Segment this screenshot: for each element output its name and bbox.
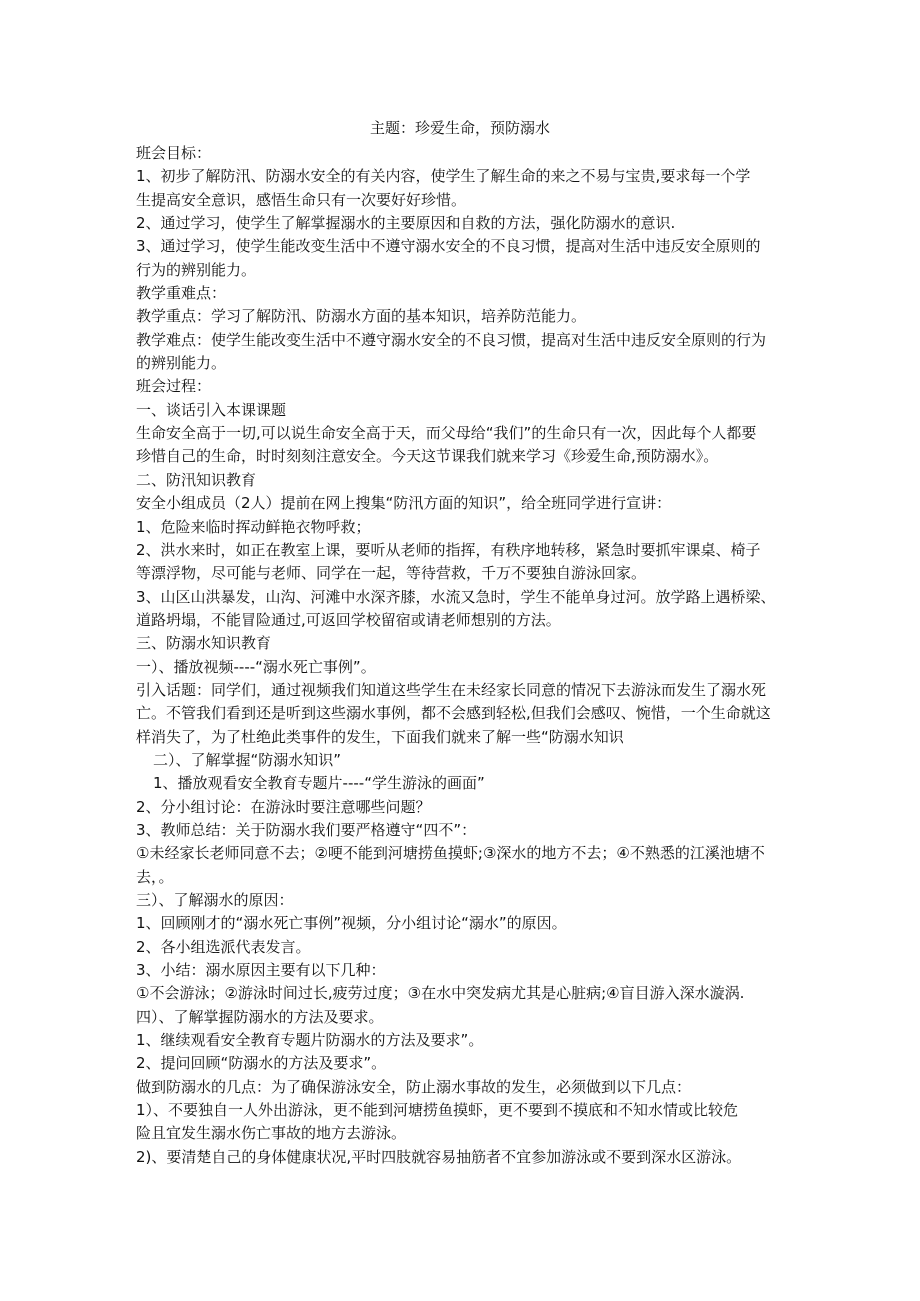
text-line: 做到防溺水的几点：为了确保游泳安全，防止溺水事故的发生，必须做到以下几点：: [136, 1077, 692, 1096]
text-line: 2、分小组讨论：在游泳时要注意哪些问题？: [136, 797, 431, 816]
text-line: 班会目标：: [136, 144, 212, 162]
document-title: 主题：珍爱生命，预防溺水: [369, 119, 550, 137]
text-line: 险且宜发生溺水伤亡事故的地方去游泳。: [136, 1124, 407, 1143]
text-line: 四）、了解掌握防溺水的方法及要求。: [136, 1007, 384, 1026]
text-line: 1、播放观看安全教育专题片----“学生游泳的画面”: [153, 774, 485, 793]
text-line: 2、通过学习，使学生了解掌握溺水的主要原因和自救的方法，强化防溺水的意识.: [136, 214, 676, 233]
text-line: 等漂浮物，尽可能与老师、同学在一起，等待营救，千万不要独自游泳回家。: [136, 564, 647, 583]
text-line: 安全小组成员（2人）提前在网上搜集“防汛方面的知识”，给全班同学进行宣讲：: [136, 494, 672, 513]
text-line: 1）、不要独自一人外出游泳，更不能到河塘捞鱼摸虾，更不要到不摸底和不知水情或比较危: [136, 1101, 739, 1120]
text-line: 教学难点：使学生能改变生活中不遵守溺水安全的不良习惯，提高对生活中违反安全原则的行为: [136, 330, 767, 349]
text-line: 教学重点：学习了解防汛、防溺水方面的基本知识，培养防范能力。: [136, 307, 587, 326]
text-line: 2、洪水来时，如正在教室上课，要听从老师的指挥，有秩序地转移，紧急时要抓牢课桌、椅子: [136, 540, 761, 559]
text-line: 的辨别能力。: [136, 354, 227, 373]
text-line: 三）、了解溺水的原因：: [136, 891, 294, 909]
text-line: 2、各小组选派代表发言。: [136, 937, 311, 956]
text-line: 亡。不管我们看到还是听到这些溺水事例，都不会感到轻松,但我们会感叹、惋惜，一个生命就这: [136, 704, 771, 723]
text-line: 1、危险来临时挥动鲜艳衣物呼救；: [136, 517, 371, 536]
text-line: ①未经家长老师同意不去；②哽不能到河塘捞鱼摸虾;③深水的地方不去；④不熟悉的江溪池塘不: [136, 844, 765, 863]
text-line: 二、防汛知识教育: [136, 470, 257, 489]
text-line: 引入话题：同学们，通过视频我们知道这些学生在未经家长同意的情况下去游泳而发生了溺水死: [136, 680, 767, 699]
text-line: 一）、播放视频----“溺水死亡事例”。: [136, 657, 376, 676]
document-body: [136, 142, 796, 1169]
text-line: 道路坍塌，不能冒险通过,可返回学校留宿或请老师想别的方法。: [136, 610, 561, 629]
text-line: 3、教师总结：关于防溺水我们要严格遵守“四不”：: [136, 820, 477, 839]
text-line: 珍惜自己的生命，时时刻刻注意安全。今天这节课我们就来学习《珍爱生命,预防溺水》。: [136, 447, 719, 466]
text-line: 1、继续观看安全教育专题片防溺水的方法及要求”。: [136, 1031, 484, 1050]
text-line: 3、通过学习，使学生能改变生活中不遵守溺水安全的不良习惯，提高对生活中违反安全原则的: [136, 237, 761, 256]
text-line: 1、初步了解防汛、防溺水安全的有关内容，使学生了解生命的来之不易与宝贵,要求每一个学: [136, 167, 751, 186]
text-line: 样消失了，为了杜绝此类事件的发生，下面我们就来了解一些“防溺水知识: [136, 727, 624, 746]
text-line: 三、防溺水知识教育: [136, 634, 272, 653]
text-line: 行为的辨别能力。: [136, 260, 257, 279]
text-line: 2)、要清楚自己的身体健康状况,平时四肢就容易抽筋者不宜参加游泳或不要到深水区游泳。: [136, 1147, 742, 1166]
text-line: 生命安全高于一切,可以说生命安全高于天，而父母给“我们”的生命只有一次，因此每个人都要: [136, 424, 757, 443]
text-line: ①不会游泳；②游泳时间过长,疲劳过度；③在水中突发病尤其是心脏病;④盲目游入深水漩涡.: [136, 984, 745, 1003]
text-line: 2、提问回顾“防溺水的方法及要求”。: [136, 1054, 387, 1073]
text-line: 一、谈话引入本课课题: [136, 400, 287, 419]
text-line: 教学重难点：: [136, 284, 227, 303]
text-line: 3、小结：溺水原因主要有以下几种：: [136, 961, 386, 980]
text-line: 班会过程：: [136, 377, 212, 396]
text-line: 3、山区山洪暴发，山沟、河滩中水深齐膝，水流又急时，学生不能单身过河。放学路上遇桥梁、: [136, 587, 776, 606]
text-line: 去，。: [136, 867, 174, 886]
text-line: 1、回顾刚才的“溺水死亡事例”视频，分小组讨论“溺水”的原因。: [136, 914, 567, 933]
text-line: 生提高安全意识，感悟生命只有一次要好好珍惜。: [136, 190, 467, 209]
text-line: 二）、了解掌握“防溺水知识”: [153, 750, 342, 769]
